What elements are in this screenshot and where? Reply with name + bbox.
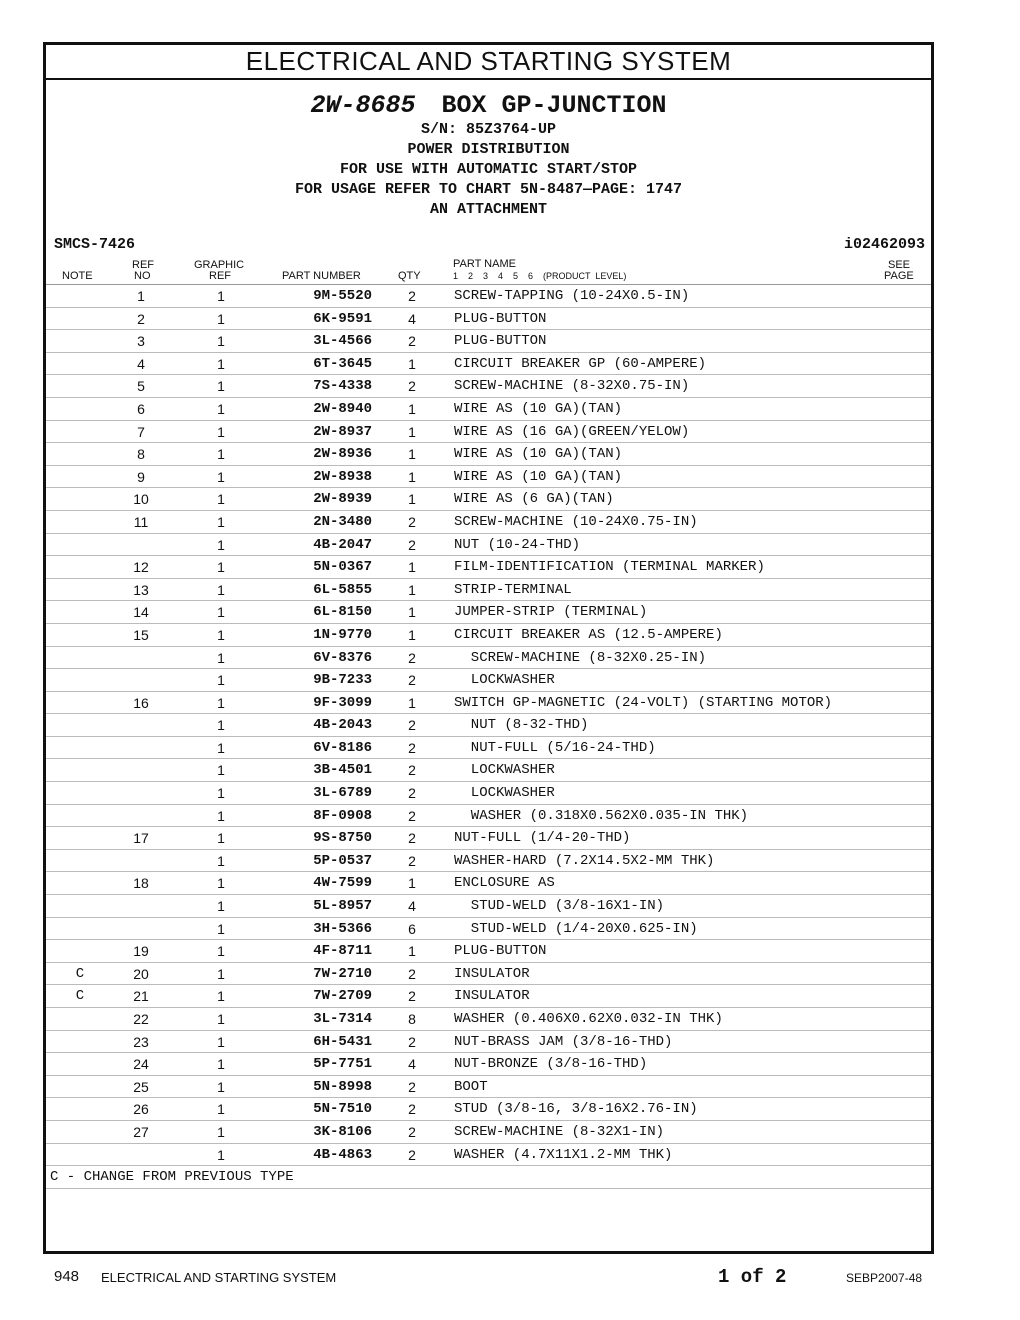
note-legend [46,1166,931,1189]
part-number-cell: 5N-0367 [313,559,372,576]
table-row [46,714,931,737]
part-number-cell: 6L-5855 [313,581,372,598]
page-number: 948 [54,1268,80,1285]
graphic-ref-cell: 1 [217,333,225,350]
header-line-attachment: AN ATTACHMENT [429,201,548,218]
ref-no-cell: 8 [137,446,145,463]
table-row [46,1008,931,1031]
table-row [46,782,931,805]
main-part-number: 2W-8685 [310,91,416,120]
col-graphic-bottom: REF [209,270,231,282]
table-row [46,669,931,692]
table-row [46,488,931,511]
graphic-ref-cell: 1 [217,717,225,734]
part-name-cell: STUD-WELD (1/4-20X0.625-IN) [454,920,698,937]
graphic-ref-cell: 1 [217,423,225,440]
col-see-top: SEE [888,259,911,271]
table-row [46,601,931,624]
qty-cell: 2 [408,1101,416,1118]
document-id: i02462093 [843,236,925,253]
qty-cell: 1 [408,694,416,711]
parts-list [46,285,931,1166]
table-row [46,556,931,579]
table-row [46,421,931,444]
table-row [46,918,931,941]
table-row [46,737,931,760]
part-number-cell: 2W-8938 [313,468,372,485]
ref-no-cell: 2 [137,310,145,327]
graphic-ref-cell: 1 [217,604,225,621]
part-name-cell: INSULATOR [454,965,530,982]
graphic-ref-cell: 1 [217,1056,225,1073]
part-number-cell: 5N-8998 [313,1078,372,1095]
qty-cell: 1 [408,491,416,508]
header-line-description: POWER DISTRIBUTION [407,141,570,158]
part-name-cell: WIRE AS (6 GA)(TAN) [454,491,614,508]
part-name-cell: PLUG-BUTTON [454,333,547,350]
table-row [46,398,931,421]
ref-no-cell: 3 [137,333,145,350]
graphic-ref-cell: 1 [217,1123,225,1140]
table-row [46,1098,931,1121]
header-line-serial: S/N: 85Z3764-UP [420,121,557,138]
ref-no-cell: 5 [137,378,145,395]
header-line-chart-ref: FOR USAGE REFER TO CHART 5N-8487—PAGE: 1747 [294,181,683,198]
qty-cell: 2 [408,852,416,869]
part-name-cell: JUMPER-STRIP (TERMINAL) [454,604,648,621]
part-number-cell: 6V-8186 [313,739,372,756]
table-row [46,1121,931,1144]
part-number-cell: 5N-7510 [313,1101,372,1118]
graphic-ref-cell: 1 [217,1101,225,1118]
qty-cell: 1 [408,400,416,417]
part-number-cell: 4W-7599 [313,875,372,892]
graphic-ref-cell: 1 [217,581,225,598]
qty-cell: 6 [408,920,416,937]
part-name-cell: WASHER-HARD (7.2X14.5X2-MM THK) [454,852,715,869]
ref-no-cell: 7 [137,423,145,440]
part-number-cell: 9F-3099 [313,694,372,711]
part-name-cell: FILM-IDENTIFICATION (TERMINAL MARKER) [454,559,765,576]
col-graphic-top: GRAPHIC [194,259,245,271]
part-name-cell: NUT-FULL (1/4-20-THD) [454,830,631,847]
part-number-cell: 3K-8106 [313,1123,372,1140]
qty-cell: 2 [408,717,416,734]
table-row [46,827,931,850]
note-cell: C [75,988,85,1005]
ref-no-cell: 16 [133,694,149,711]
col-product-level: 1 2 3 4 5 6 (PRODUCT LEVEL) [453,271,627,281]
col-see-bottom: PAGE [884,270,914,282]
part-number-cell: 3L-6789 [313,785,372,802]
part-name-cell: CIRCUIT BREAKER GP (60-AMPERE) [454,355,707,372]
part-number-cell: 6V-8376 [313,649,372,666]
part-name-cell: INSULATOR [454,988,530,1005]
col-part-name: PART NAME [453,258,516,270]
part-name-cell: STUD (3/8-16, 3/8-16X2.76-IN) [454,1101,698,1118]
part-number-cell: 3H-5366 [313,920,372,937]
ref-no-cell: 1 [137,288,145,304]
table-row [46,308,931,331]
part-number-cell: 6T-3645 [313,355,372,372]
col-note: NOTE [62,270,93,282]
graphic-ref-cell: 1 [217,378,225,395]
part-number-cell: 4F-8711 [313,943,372,960]
part-name-cell: ENCLOSURE AS [454,875,555,892]
table-row [46,443,931,466]
qty-cell: 1 [408,943,416,960]
qty-cell: 2 [408,1033,416,1050]
graphic-ref-cell: 1 [217,965,225,982]
qty-cell: 2 [408,649,416,666]
table-row [46,285,931,308]
part-number-cell: 2N-3480 [313,513,372,530]
ref-no-cell: 6 [137,400,145,417]
graphic-ref-cell: 1 [217,288,225,304]
table-row [46,805,931,828]
part-name-cell: SCREW-TAPPING (10-24X0.5-IN) [454,288,690,304]
graphic-ref-cell: 1 [217,807,225,824]
qty-cell: 2 [408,333,416,350]
ref-no-cell: 25 [133,1078,149,1095]
ref-no-cell: 27 [133,1123,149,1140]
part-name-cell: LOCKWASHER [454,785,555,802]
part-name-cell: LOCKWASHER [454,762,555,779]
qty-cell: 2 [408,1078,416,1095]
ref-no-cell: 26 [133,1101,149,1118]
qty-cell: 2 [408,378,416,395]
part-number-cell: 5P-0537 [313,852,372,869]
part-number-cell: 6K-9591 [313,310,372,327]
part-name-cell: NUT (10-24-THD) [454,536,581,553]
table-row [46,759,931,782]
part-name-cell: NUT-BRONZE (3/8-16-THD) [454,1056,648,1073]
smcs-code: SMCS-7426 [54,236,136,253]
ref-no-cell: 17 [133,830,149,847]
document-code: SEBP2007-48 [846,1271,923,1285]
qty-cell: 1 [408,559,416,576]
graphic-ref-cell: 1 [217,785,225,802]
part-number-cell: 4B-2047 [313,536,372,553]
table-row [46,624,931,647]
part-name-cell: NUT-BRASS JAM (3/8-16-THD) [454,1033,673,1050]
graphic-ref-cell: 1 [217,1078,225,1095]
qty-cell: 2 [408,830,416,847]
part-number-cell: 5L-8957 [313,898,372,915]
part-name-cell: SCREW-MACHINE (10-24X0.75-IN) [454,513,698,530]
graphic-ref-cell: 1 [217,649,225,666]
part-number-cell: 1N-9770 [313,626,372,643]
col-part-number: PART NUMBER [282,270,361,282]
note-legend-text: C - CHANGE FROM PREVIOUS TYPE [50,1169,294,1186]
graphic-ref-cell: 1 [217,943,225,960]
col-ref-bottom: NO [134,270,151,282]
qty-cell: 4 [408,1056,416,1073]
table-row [46,466,931,489]
part-number-cell: 2W-8937 [313,423,372,440]
qty-cell: 2 [408,762,416,779]
part-name-cell: SCREW-MACHINE (8-32X1-IN) [454,1123,665,1140]
page-of-count: 1 of 2 [718,1266,787,1288]
ref-no-cell: 24 [133,1056,149,1073]
graphic-ref-cell: 1 [217,536,225,553]
col-ref-top: REF [132,259,154,271]
qty-cell: 2 [408,807,416,824]
ref-no-cell: 19 [133,943,149,960]
part-name-cell: LOCKWASHER [454,672,555,689]
graphic-ref-cell: 1 [217,672,225,689]
qty-cell: 1 [408,626,416,643]
part-name-cell: WASHER (4.7X11X1.2-MM THK) [454,1146,673,1163]
table-row [46,375,931,398]
col-qty: QTY [398,270,421,282]
part-name-cell: SCREW-MACHINE (8-32X0.25-IN) [454,649,707,666]
graphic-ref-cell: 1 [217,739,225,756]
graphic-ref-cell: 1 [217,694,225,711]
main-title [46,92,931,120]
graphic-ref-cell: 1 [217,355,225,372]
ref-no-cell: 23 [133,1033,149,1050]
part-name-cell: NUT-FULL (5/16-24-THD) [454,739,656,756]
part-number-cell: 6H-5431 [313,1033,372,1050]
ref-no-cell: 22 [133,1011,149,1027]
part-name-cell: NUT (8-32-THD) [454,717,589,734]
part-name-cell: WASHER (0.318X0.562X0.035-IN THK) [454,807,749,824]
table-row [46,330,931,353]
part-name-cell: SWITCH GP-MAGNETIC (24-VOLT) (STARTING MOTOR) [454,694,833,711]
footer-title: ELECTRICAL AND STARTING SYSTEM [101,1270,337,1285]
qty-cell: 2 [408,965,416,982]
table-row [46,534,931,557]
part-name-cell: WASHER (0.406X0.62X0.032-IN THK) [454,1011,723,1027]
graphic-ref-cell: 1 [217,920,225,937]
part-number-cell: 8F-0908 [313,807,372,824]
table-row [46,1076,931,1099]
table-row [46,985,931,1008]
qty-cell: 2 [408,988,416,1005]
table-row [46,895,931,918]
ref-no-cell: 14 [133,604,149,621]
part-number-cell: 2W-8939 [313,491,372,508]
table-row [46,940,931,963]
main-part-title: BOX GP-JUNCTION [441,91,667,120]
graphic-ref-cell: 1 [217,491,225,508]
part-header [46,92,931,220]
ref-no-cell: 15 [133,626,149,643]
part-name-cell: BOOT [454,1078,488,1095]
qty-cell: 4 [408,310,416,327]
qty-cell: 2 [408,785,416,802]
graphic-ref-cell: 1 [217,559,225,576]
part-name-cell: PLUG-BUTTON [454,310,547,327]
part-name-cell: STRIP-TERMINAL [454,581,572,598]
part-number-cell: 3L-7314 [313,1011,372,1027]
table-row [46,353,931,376]
graphic-ref-cell: 1 [217,310,225,327]
graphic-ref-cell: 1 [217,1146,225,1163]
part-name-cell: WIRE AS (10 GA)(TAN) [454,446,623,463]
graphic-ref-cell: 1 [217,446,225,463]
header-line-usage: FOR USE WITH AUTOMATIC START/STOP [339,161,638,178]
ref-no-cell: 11 [133,513,149,530]
table-row [46,647,931,670]
graphic-ref-cell: 1 [217,988,225,1005]
part-number-cell: 7W-2709 [313,988,372,1005]
part-number-cell: 7W-2710 [313,965,372,982]
qty-cell: 4 [408,898,416,915]
part-number-cell: 4B-2043 [313,717,372,734]
qty-cell: 1 [408,875,416,892]
part-name-cell: PLUG-BUTTON [454,943,547,960]
qty-cell: 2 [408,513,416,530]
ref-no-cell: 21 [133,988,149,1005]
ref-no-cell: 12 [133,559,149,576]
part-number-cell: 9B-7233 [313,672,372,689]
graphic-ref-cell: 1 [217,626,225,643]
part-name-cell: WIRE AS (10 GA)(TAN) [454,468,623,485]
graphic-ref-cell: 1 [217,400,225,417]
part-name-cell: CIRCUIT BREAKER AS (12.5-AMPERE) [454,626,723,643]
column-headers [46,256,931,285]
qty-cell: 2 [408,739,416,756]
table-row [46,511,931,534]
qty-cell: 2 [408,1146,416,1163]
table-row [46,692,931,715]
qty-cell: 2 [408,672,416,689]
qty-cell: 1 [408,446,416,463]
table-row [46,1031,931,1054]
graphic-ref-cell: 1 [217,468,225,485]
meta-line [46,234,931,256]
table-row [46,1144,931,1167]
graphic-ref-cell: 1 [217,762,225,779]
ref-no-cell: 13 [133,581,149,598]
qty-cell: 8 [408,1011,416,1027]
graphic-ref-cell: 1 [217,875,225,892]
ref-no-cell: 18 [133,875,149,892]
part-name-cell: SCREW-MACHINE (8-32X0.75-IN) [454,378,690,395]
part-number-cell: 2W-8940 [313,400,372,417]
part-number-cell: 3L-4566 [313,333,372,350]
page-frame [43,42,934,1254]
part-number-cell: 5P-7751 [313,1056,372,1073]
graphic-ref-cell: 1 [217,1011,225,1027]
graphic-ref-cell: 1 [217,898,225,915]
part-number-cell: 6L-8150 [313,604,372,621]
table-row [46,1053,931,1076]
graphic-ref-cell: 1 [217,513,225,530]
table-row [46,579,931,602]
graphic-ref-cell: 1 [217,1033,225,1050]
ref-no-cell: 9 [137,468,145,485]
qty-cell: 1 [408,355,416,372]
qty-cell: 1 [408,468,416,485]
note-cell: C [75,965,85,982]
part-number-cell: 4B-4863 [313,1146,372,1163]
part-number-cell: 7S-4338 [313,378,372,395]
table-row [46,963,931,986]
section-title: ELECTRICAL AND STARTING SYSTEM [46,45,931,80]
table-row [46,850,931,873]
part-number-cell: 9S-8750 [313,830,372,847]
ref-no-cell: 20 [133,965,149,982]
page-footer [0,1268,1020,1292]
part-name-cell: WIRE AS (16 GA)(GREEN/YELOW) [454,423,690,440]
qty-cell: 2 [408,288,416,304]
part-name-cell: STUD-WELD (3/8-16X1-IN) [454,898,665,915]
ref-no-cell: 10 [133,491,149,508]
part-number-cell: 3B-4501 [313,762,372,779]
qty-cell: 1 [408,581,416,598]
part-name-cell: WIRE AS (10 GA)(TAN) [454,400,623,417]
qty-cell: 1 [408,604,416,621]
graphic-ref-cell: 1 [217,830,225,847]
qty-cell: 2 [408,1123,416,1140]
part-number-cell: 2W-8936 [313,446,372,463]
part-number-cell: 9M-5520 [313,288,372,304]
ref-no-cell: 4 [137,355,145,372]
table-row [46,872,931,895]
qty-cell: 2 [408,536,416,553]
graphic-ref-cell: 1 [217,852,225,869]
qty-cell: 1 [408,423,416,440]
